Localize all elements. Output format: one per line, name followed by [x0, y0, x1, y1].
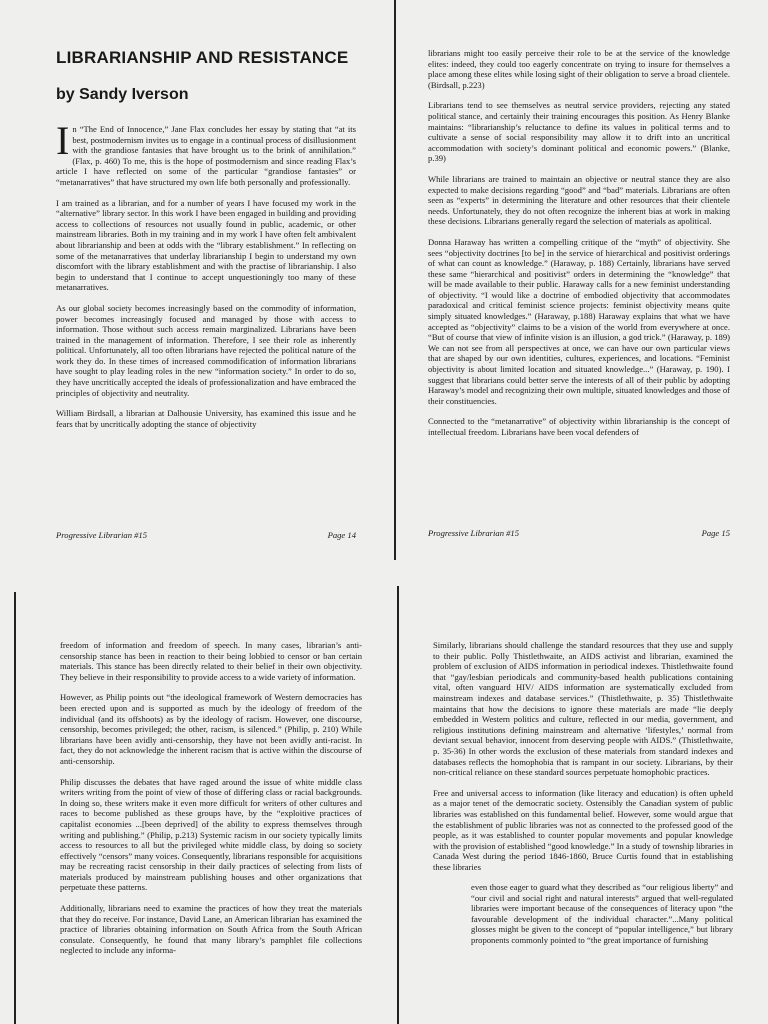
- page-edge-left: [14, 592, 16, 1024]
- paragraph: In “The End of Innocence,” Jane Flax concludes her essay by stating that “at its best, postmodernism invites us to engage in a continual process of disillusionment with the grandiose fantasies that have brought us to the brink of annihilation.” (Flax, p. 460) To me, this is the hope of postmodernism and since reading Flax’s article I have reflected on some of the particular “grandiose fantasies” or “metanarratives” that have structured my own life both personally and professionally.: [56, 118, 356, 187]
- paragraph: William Birdsall, a librarian at Dalhousie University, has examined this issue and he fears that by uncritically adopting the stance of objectivity: [56, 408, 356, 429]
- paragraph: I am trained as a librarian, and for a number of years I have focused my work in the “alternative” library sector. In this work I have been engaged in building and providing access to collections of resources not usually found in public, academic, or other mainstream libraries. Both in my training and in my work I have often felt ambivalent about librarianship and been at odds with the “library establishment.” In reflecting on some of the metanarratives that underlay librarianship I begin to understand my own discomfort with the library establishment and with the practise of librarianship. I also begin to understand that I continue to accept unquestioningly too many of these metanarratives.: [56, 197, 356, 293]
- paragraph: Philip discusses the debates that have raged around the issue of white middle class writers writing from the point of view of those of differing class or racial backgrounds. In doing so, these writers make it even more difficult for writers of other cultures and races to become published as these groups have, by the “exploitive practices of capitalist economies ...[been deprived] of the ability to express themselves through writing and publishing.” (Philip, p.213) Systemic racism in our society typically limits access to resources to all but the privileged white middle class, by doing so society effectively “censors” many voices. Consequently, librarians responsible for acquisitions may be recreating racist censorship in their daily practices of selecting from lists of materials produced by mainstream publishing houses and other organizations that perpetuate these patterns.: [60, 776, 362, 893]
- page-17: [433, 640, 733, 1024]
- paragraph: Donna Haraway has written a compelling critique of the “myth” of objectivity. She sees “objectivity doctrines [to be] in the service of hierarchical and positivist orderings of what can count as knowledge.” (Haraway, p. 188) Certainly, librarians have served these same “hierarchical and positivist” orders in determining the “knowledge” that will be made available to their public. Haraway calls for a new feminist understanding of objectivity. “I would like a doctrine of embodied objectivity that accommodates paradoxical and critical feminist science projects: feminist objectivity means quite simply situated knowledges.” (Haraway, p.188) Haraway explains that what we have accepted as “objectivity” claims to be a vision of the world from everywhere at once. “But of course that view of infinite vision is an illusion, a god trick.” (Haraway, p. 189) We can not see from all perspectives at once, we can have our own particular views that are shaped by our own identities, cultures, experiences, and locations. “Feminist objectivity is about limited location and situated knowledge...” (Haraway, p. 190). I suggest that librarians could better serve the interests of all of their public by adopting Haraway’s model and recognizing their own multiple, situated knowledges and those of their constituencies.: [428, 236, 730, 406]
- paragraph: Librarians tend to see themselves as neutral service providers, rejecting any stated political stance, and certainly their training encourages this position. As Henry Blanke maintains: “librarianship’s reluctance to define its values in political terms and to cultivate a sense of social responsibility may allow it to drift into an uncritical accommodation with society’s dominant political and economic powers.” (Blanke, p.39): [428, 100, 730, 164]
- paragraph: While librarians are trained to maintain an objective or neutral stance they are also expected to make decisions regarding “good” and “bad” materials. Librarians are often seen as “experts” in determining the literature and other resources that their clientele needs. Unfortunately, they do not often recognize the inherent bias at work in making these decisions. Librarians generally regard the selection of materials as apolitical.: [428, 173, 730, 227]
- page-footer: [56, 530, 356, 540]
- paragraph: Free and universal access to information (like literacy and education) is often upheld as a major tenet of the democratic society. Ostensibly the Canadian system of public libraries was established on this fundamental belief. However, some would argue that the establishment of public libraries was not as connected to the professed good of the people, as it was established to counter popular movements and popular knowledge with the provision of established “good knowledge.” In a study of township libraries in Canada West during the period 1846-1860, Bruce Curtis found that in establishing these libraries: [433, 787, 733, 872]
- page-16: [60, 640, 362, 1024]
- paragraph: However, as Philip points out “the ideological framework of Western democracies has been erected upon and is supported as much by the ideology of freedom of the individual (and its offshoots) as by the ideology of racism. However, one discourse, censorship, becomes privileged; the other, racism, is silenced.” (Philip, p. 210) While librarians have been avidly anti-censorship, they have not been avidly anti-racist. In fact, they do not acknowledge the inherent racism that is active within the discourse of anti-censorship.: [60, 692, 362, 766]
- page-number: Page 14: [327, 530, 356, 540]
- journal-name: Progressive Librarian #15: [428, 528, 520, 538]
- paragraph: Similarly, librarians should challenge the standard resources that they use and supply to their public. Polly Thistlethwaite, an AIDS activist and librarian, examined the problem of exclusion of AIDS information in periodical indexes. Thistlethwaite found that “gay/lesbian periodicals and community-based health publications containing vital, often vanguard HIV/ AIDS information are systematically excluded from mainstream indexes and database services.” (Thistlethwaite, p. 35) Thistlethwaite maintains that how the decisions to ignore these materials are made “lie deeply embedded in Western politics and culture, reflected in our media, government, and religious institutions defining mainstream and alternative ‘lifestyles,’ normal from deviant sexual behavior, innocent from deserving people with AIDS.” (Thistlethwaite, p. 35-36) In other words the exclusion of these materials from standard indexes and databases reflects the homophobia that is rampant in our society. Librarians, by their non-critical reliance on these standard sources perpetuate homophobic practices.: [433, 640, 733, 778]
- paragraph: librarians might too easily perceive their role to be at the service of the knowledge elites: indeed, they could too eagerly concentrate on trying to insure for themselves a place among these elites while losing sight of their obligation to serve a broad clientele. (Birdsall, p.223): [428, 48, 730, 90]
- gutter-line-bottom: [397, 586, 399, 1024]
- page-14: [56, 46, 356, 546]
- page-number: Page 15: [701, 528, 730, 538]
- drop-cap: I: [56, 118, 70, 163]
- article-byline: by Sandy Iverson: [56, 86, 189, 103]
- journal-name: Progressive Librarian #15: [56, 530, 148, 540]
- page-footer: [428, 528, 730, 538]
- page-15: [428, 48, 730, 548]
- block-quote: even those eager to guard what they described as “our religious liberty” and “our civil and social right and natural interests” argued that well-regulated libraries were important because of the consequences of literacy upon “the favourable development of the individual character.”...Many political glosses might be given to the concept of “popular intelligence,” but library proponents commonly pointed to “the great importance of furnishing: [471, 882, 733, 945]
- paragraph: As our global society becomes increasingly based on the commodity of information, power becomes increasingly focused and managed by those with access to information. Those without such access remain marginalized. Librarians have been trained in the management of information. Therefore, I see their role as inherently political. Unfortunately, all too often librarians have rejected the political nature of the work they do. In these times of increased commodification of information librarians have sought to play leading roles in the new “information society.” In order to do so, they have uncritically accepted the ideals of professionalization and have embraced the principles of objectivity and neutrality.: [56, 302, 356, 398]
- paragraph: Connected to the “metanarrative” of objectivity within librarianship is the concept of intellectual freedom. Librarians have been vocal defenders of: [428, 416, 730, 437]
- article-title: LIBRARIANSHIP AND RESISTANCE: [56, 48, 349, 67]
- paragraph: Additionally, librarians need to examine the practices of how they treat the materials that they do receive. For instance, David Lane, an American librarian has examined the practice of libraries obtaining information on South Africa from the South African consulate. Consequently, he found that many library’s pamphlet file collections neglected to include any informa-: [60, 903, 362, 956]
- paragraph: freedom of information and freedom of speech. In many cases, librarian’s anti-censorship stance has been in reaction to their being lobbied to censor or ban certain materials. This stance has been directly related to their belief in their own objectivity. They believe in their responsibility to provide access to a wide variety of information.: [60, 640, 362, 682]
- gutter-line-top: [394, 0, 396, 560]
